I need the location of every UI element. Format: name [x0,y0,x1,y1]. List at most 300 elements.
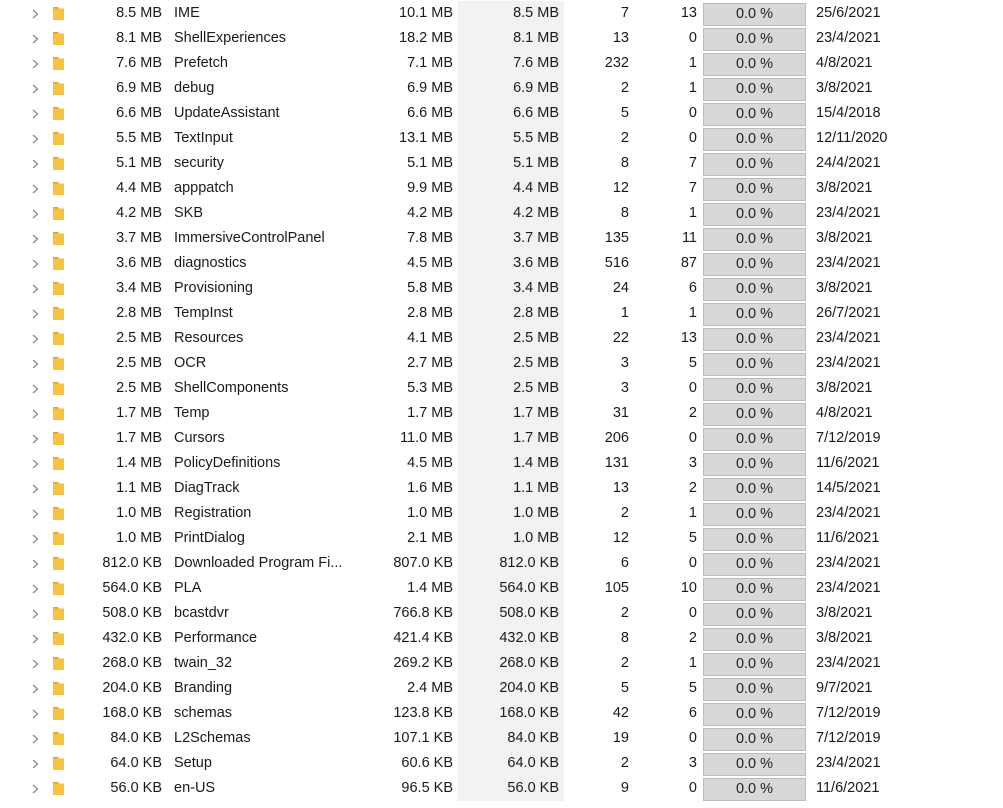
chevron-right-icon[interactable] [29,76,41,101]
size-cell: 1.0 MB [116,505,162,521]
folders-count-cell: 5 [688,530,697,546]
folders-count-cell: 1 [688,655,697,671]
folders-count-cell: 2 [688,630,697,646]
percent-bar: 0.0 % [703,703,806,726]
files-count-cell: 12 [612,180,629,196]
size-cell: 5.5 MB [116,130,162,146]
percent-bar: 0.0 % [703,303,806,326]
size-cell: 812.0 KB [102,555,162,571]
chevron-right-icon[interactable] [29,651,41,676]
table-row[interactable] [0,351,1003,376]
chevron-right-icon[interactable] [29,1,41,26]
table-row[interactable] [0,201,1003,226]
allocated-cell: 807.0 KB [393,555,453,571]
modified-date-cell: 24/4/2021 [816,155,881,171]
folder-name: PrintDialog [174,530,245,546]
files-count-cell: 2 [620,755,629,771]
percent-bar: 0.0 % [703,478,806,501]
table-row[interactable] [0,326,1003,351]
folder-name: Downloaded Program Fi... [174,555,343,571]
folder-icon [52,776,66,801]
folder-icon [52,226,66,251]
folder-icon [52,476,66,501]
chevron-right-icon[interactable] [29,576,41,601]
percent-bar: 0.0 % [703,553,806,576]
allocated-cell: 2.8 MB [407,305,453,321]
files-count-cell: 22 [612,330,629,346]
folder-icon [52,726,66,751]
table-row[interactable] [0,426,1003,451]
table-row[interactable] [0,526,1003,551]
table-row[interactable] [0,451,1003,476]
allocated-cell: 4.1 MB [407,330,453,346]
size-on-disk-cell: 56.0 KB [507,780,559,796]
size-cell: 1.1 MB [116,480,162,496]
folder-icon [52,751,66,776]
size-cell: 2.5 MB [116,330,162,346]
modified-date-cell: 23/4/2021 [816,755,881,771]
chevron-right-icon[interactable] [29,776,41,801]
size-cell: 564.0 KB [102,580,162,596]
folders-count-cell: 3 [688,755,697,771]
folder-name: Temp [174,405,210,421]
percent-bar: 0.0 % [703,378,806,401]
size-on-disk-cell: 64.0 KB [507,755,559,771]
chevron-right-icon[interactable] [29,376,41,401]
table-row[interactable] [0,51,1003,76]
folder-name: Registration [174,505,252,521]
folder-icon [52,276,66,301]
modified-date-cell: 25/6/2021 [816,5,881,21]
allocated-cell: 2.4 MB [407,680,453,696]
folder-icon [52,551,66,576]
chevron-right-icon[interactable] [29,676,41,701]
allocated-cell: 96.5 KB [401,780,453,796]
allocated-cell: 60.6 KB [401,755,453,771]
size-cell: 268.0 KB [102,655,162,671]
modified-date-cell: 23/4/2021 [816,580,881,596]
table-row[interactable] [0,551,1003,576]
table-row[interactable] [0,401,1003,426]
size-cell: 8.5 MB [116,5,162,21]
files-count-cell: 206 [604,430,629,446]
table-row[interactable] [0,601,1003,626]
files-count-cell: 1 [620,305,629,321]
size-cell: 4.2 MB [116,205,162,221]
allocated-cell: 4.5 MB [407,255,453,271]
files-count-cell: 3 [620,355,629,371]
size-cell: 8.1 MB [116,30,162,46]
chevron-right-icon[interactable] [29,126,41,151]
table-row[interactable] [0,226,1003,251]
modified-date-cell: 3/8/2021 [816,605,873,621]
chevron-right-icon[interactable] [29,301,41,326]
modified-date-cell: 3/8/2021 [816,230,873,246]
size-on-disk-cell: 2.5 MB [513,380,559,396]
percent-bar: 0.0 % [703,503,806,526]
percent-bar: 0.0 % [703,203,806,226]
allocated-cell: 7.1 MB [407,55,453,71]
modified-date-cell: 4/8/2021 [816,55,873,71]
size-cell: 168.0 KB [102,705,162,721]
modified-date-cell: 11/6/2021 [816,530,880,546]
chevron-right-icon[interactable] [29,201,41,226]
allocated-cell: 5.1 MB [407,155,453,171]
chevron-right-icon[interactable] [29,401,41,426]
modified-date-cell: 11/6/2021 [816,455,880,471]
folder-name: Branding [174,680,233,696]
folder-name: en-US [174,780,216,796]
allocated-cell: 1.7 MB [407,405,453,421]
files-count-cell: 7 [620,5,629,21]
table-row[interactable] [0,501,1003,526]
folder-icon [52,651,66,676]
percent-bar: 0.0 % [703,78,806,101]
files-count-cell: 8 [620,205,629,221]
chevron-right-icon[interactable] [29,501,41,526]
folder-icon [52,26,66,51]
size-cell: 3.7 MB [116,230,162,246]
size-on-disk-cell: 5.1 MB [513,155,559,171]
percent-bar: 0.0 % [703,278,806,301]
folder-name: Provisioning [174,280,253,296]
size-cell: 6.6 MB [116,105,162,121]
modified-date-cell: 3/8/2021 [816,280,873,296]
table-row[interactable] [0,651,1003,676]
allocated-cell: 5.3 MB [407,380,453,396]
chevron-right-icon[interactable] [29,551,41,576]
files-count-cell: 6 [620,555,629,571]
folders-count-cell: 6 [688,280,697,296]
files-count-cell: 8 [620,630,629,646]
percent-bar: 0.0 % [703,453,806,476]
table-row[interactable] [0,276,1003,301]
folders-count-cell: 6 [688,705,697,721]
folder-icon [52,351,66,376]
percent-bar: 0.0 % [703,253,806,276]
size-cell: 432.0 KB [102,630,162,646]
size-on-disk-cell: 564.0 KB [499,580,559,596]
modified-date-cell: 4/8/2021 [816,405,873,421]
chevron-right-icon[interactable] [29,751,41,776]
percent-bar: 0.0 % [703,353,806,376]
folder-icon [52,126,66,151]
folder-icon [52,401,66,426]
modified-date-cell: 9/7/2021 [816,680,873,696]
chevron-right-icon[interactable] [29,451,41,476]
folder-icon [52,576,66,601]
table-row[interactable] [0,151,1003,176]
folder-icon [52,326,66,351]
folder-name: Prefetch [174,55,228,71]
size-on-disk-cell: 8.5 MB [513,5,559,21]
size-on-disk-cell: 1.7 MB [513,430,559,446]
percent-bar: 0.0 % [703,728,806,751]
size-on-disk-cell: 508.0 KB [499,605,559,621]
size-on-disk-cell: 3.7 MB [513,230,559,246]
folder-name: IME [174,5,200,21]
chevron-right-icon[interactable] [29,101,41,126]
folders-count-cell: 11 [681,230,697,246]
folders-count-cell: 2 [688,405,697,421]
size-on-disk-cell: 268.0 KB [499,655,559,671]
files-count-cell: 13 [612,30,629,46]
chevron-right-icon[interactable] [29,276,41,301]
folders-count-cell: 0 [688,605,697,621]
folder-icon [52,201,66,226]
chevron-right-icon[interactable] [29,426,41,451]
files-count-cell: 135 [604,230,629,246]
files-count-cell: 13 [612,480,629,496]
folder-name: SKB [174,205,204,221]
folders-count-cell: 13 [680,5,697,21]
size-on-disk-cell: 8.1 MB [513,30,559,46]
folder-name: twain_32 [174,655,233,671]
chevron-right-icon[interactable] [29,51,41,76]
percent-bar: 0.0 % [703,528,806,551]
modified-date-cell: 3/8/2021 [816,630,873,646]
percent-bar: 0.0 % [703,128,806,151]
chevron-right-icon[interactable] [29,226,41,251]
allocated-cell: 5.8 MB [407,280,453,296]
folders-count-cell: 0 [688,105,697,121]
size-cell: 2.5 MB [116,380,162,396]
modified-date-cell: 7/12/2019 [816,730,881,746]
folder-icon [52,1,66,26]
folders-count-cell: 0 [688,730,697,746]
size-on-disk-cell: 4.4 MB [513,180,559,196]
files-count-cell: 12 [612,530,629,546]
percent-bar: 0.0 % [703,403,806,426]
files-count-cell: 105 [604,580,629,596]
size-cell: 1.4 MB [116,455,162,471]
folder-name: ImmersiveControlPanel [174,230,325,246]
size-cell: 2.5 MB [116,355,162,371]
modified-date-cell: 23/4/2021 [816,655,881,671]
folder-name: Cursors [174,430,225,446]
folders-count-cell: 1 [688,205,697,221]
size-cell: 6.9 MB [116,80,162,96]
percent-bar: 0.0 % [703,778,806,801]
percent-bar: 0.0 % [703,53,806,76]
folders-count-cell: 3 [688,455,697,471]
folder-name: UpdateAssistant [174,105,280,121]
table-row[interactable] [0,676,1003,701]
size-on-disk-cell: 1.0 MB [513,530,559,546]
folder-name: ShellExperiences [174,30,287,46]
chevron-right-icon[interactable] [29,151,41,176]
allocated-cell: 1.4 MB [407,580,453,596]
table-row[interactable] [0,126,1003,151]
files-count-cell: 516 [604,255,629,271]
size-on-disk-cell: 204.0 KB [499,680,559,696]
size-on-disk-cell: 1.0 MB [513,505,559,521]
allocated-cell: 6.9 MB [407,80,453,96]
percent-bar: 0.0 % [703,578,806,601]
table-row[interactable] [0,251,1003,276]
modified-date-cell: 23/4/2021 [816,505,881,521]
folders-count-cell: 0 [688,430,697,446]
table-row[interactable] [0,701,1003,726]
percent-bar: 0.0 % [703,28,806,51]
folders-count-cell: 1 [688,80,697,96]
chevron-right-icon[interactable] [29,476,41,501]
files-count-cell: 3 [620,380,629,396]
folder-icon [52,251,66,276]
chevron-right-icon[interactable] [29,726,41,751]
chevron-right-icon[interactable] [29,626,41,651]
files-count-cell: 24 [612,280,629,296]
modified-date-cell: 15/4/2018 [816,105,881,121]
folder-name: diagnostics [174,255,247,271]
table-row[interactable] [0,76,1003,101]
files-count-cell: 131 [604,455,629,471]
folders-count-cell: 1 [688,505,697,521]
table-row[interactable] [0,726,1003,751]
size-cell: 7.6 MB [116,55,162,71]
allocated-cell: 123.8 KB [393,705,453,721]
allocated-cell: 766.8 KB [393,605,453,621]
folder-name: TempInst [174,305,233,321]
allocated-cell: 11.0 MB [400,430,453,446]
size-on-disk-cell: 1.1 MB [513,480,559,496]
size-on-disk-cell: 2.5 MB [513,330,559,346]
size-on-disk-cell: 1.7 MB [513,405,559,421]
folder-name: apppatch [174,180,234,196]
percent-bar: 0.0 % [703,678,806,701]
modified-date-cell: 7/12/2019 [816,430,881,446]
files-count-cell: 2 [620,655,629,671]
chevron-right-icon[interactable] [29,526,41,551]
folder-name: OCR [174,355,207,371]
size-on-disk-cell: 168.0 KB [499,705,559,721]
files-count-cell: 5 [620,105,629,121]
table-row[interactable] [0,26,1003,51]
folder-icon [52,376,66,401]
allocated-cell: 4.2 MB [407,205,453,221]
folder-name: PolicyDefinitions [174,455,281,471]
folder-name: L2Schemas [174,730,251,746]
files-count-cell: 232 [604,55,629,71]
chevron-right-icon[interactable] [29,176,41,201]
chevron-right-icon[interactable] [29,701,41,726]
table-row[interactable] [0,301,1003,326]
files-count-cell: 19 [612,730,629,746]
chevron-right-icon[interactable] [29,351,41,376]
table-row[interactable] [0,776,1003,801]
folders-count-cell: 7 [688,180,697,196]
modified-date-cell: 23/4/2021 [816,205,881,221]
chevron-right-icon[interactable] [29,601,41,626]
size-on-disk-cell: 812.0 KB [499,555,559,571]
modified-date-cell: 14/5/2021 [816,480,881,496]
size-cell: 204.0 KB [102,680,162,696]
folders-count-cell: 1 [688,305,697,321]
folder-icon [52,701,66,726]
chevron-right-icon[interactable] [29,26,41,51]
folder-icon [52,76,66,101]
folder-name: Performance [174,630,258,646]
modified-date-cell: 3/8/2021 [816,180,873,196]
folders-count-cell: 2 [688,480,697,496]
files-count-cell: 2 [620,80,629,96]
table-row[interactable] [0,476,1003,501]
size-cell: 5.1 MB [116,155,162,171]
percent-bar: 0.0 % [703,603,806,626]
allocated-cell: 9.9 MB [407,180,453,196]
allocated-cell: 269.2 KB [393,655,453,671]
folder-name: TextInput [174,130,233,146]
chevron-right-icon[interactable] [29,251,41,276]
size-on-disk-cell: 2.5 MB [513,355,559,371]
table-row[interactable] [0,626,1003,651]
table-row[interactable] [0,176,1003,201]
table-row[interactable] [0,376,1003,401]
folder-icon [52,626,66,651]
folder-name: DiagTrack [174,480,240,496]
folders-count-cell: 10 [680,580,697,596]
modified-date-cell: 23/4/2021 [816,555,881,571]
folders-count-cell: 0 [688,30,697,46]
allocated-cell: 421.4 KB [393,630,453,646]
files-count-cell: 31 [612,405,629,421]
modified-date-cell: 26/7/2021 [816,305,881,321]
files-count-cell: 2 [620,605,629,621]
folder-name: bcastdvr [174,605,229,621]
size-cell: 2.8 MB [116,305,162,321]
folder-icon [52,526,66,551]
chevron-right-icon[interactable] [29,326,41,351]
folder-name: debug [174,80,215,96]
size-on-disk-cell: 1.4 MB [513,455,559,471]
files-count-cell: 9 [620,780,629,796]
folder-icon [52,101,66,126]
folders-count-cell: 1 [688,55,697,71]
percent-bar: 0.0 % [703,753,806,776]
percent-bar: 0.0 % [703,103,806,126]
percent-bar: 0.0 % [703,228,806,251]
allocated-cell: 2.7 MB [407,355,453,371]
folder-name: Resources [174,330,244,346]
size-on-disk-cell: 432.0 KB [499,630,559,646]
folder-icon [52,426,66,451]
size-cell: 56.0 KB [110,780,162,796]
percent-bar: 0.0 % [703,653,806,676]
size-on-disk-cell: 6.9 MB [513,80,559,96]
table-row[interactable] [0,576,1003,601]
size-on-disk-cell: 7.6 MB [513,55,559,71]
files-count-cell: 5 [620,680,629,696]
files-count-cell: 2 [620,505,629,521]
folders-count-cell: 0 [688,555,697,571]
allocated-cell: 1.0 MB [407,505,453,521]
folder-name: ShellComponents [174,380,289,396]
table-row[interactable] [0,751,1003,776]
folder-icon [52,176,66,201]
percent-bar: 0.0 % [703,328,806,351]
table-row[interactable] [0,101,1003,126]
allocated-cell: 18.2 MB [399,30,453,46]
folder-name: security [174,155,224,171]
folders-count-cell: 5 [688,355,697,371]
files-count-cell: 2 [620,130,629,146]
table-row[interactable] [0,1,1003,26]
folders-count-cell: 0 [688,130,697,146]
folder-icon [52,451,66,476]
folders-count-cell: 0 [688,780,697,796]
modified-date-cell: 3/8/2021 [816,380,873,396]
modified-date-cell: 7/12/2019 [816,705,881,721]
